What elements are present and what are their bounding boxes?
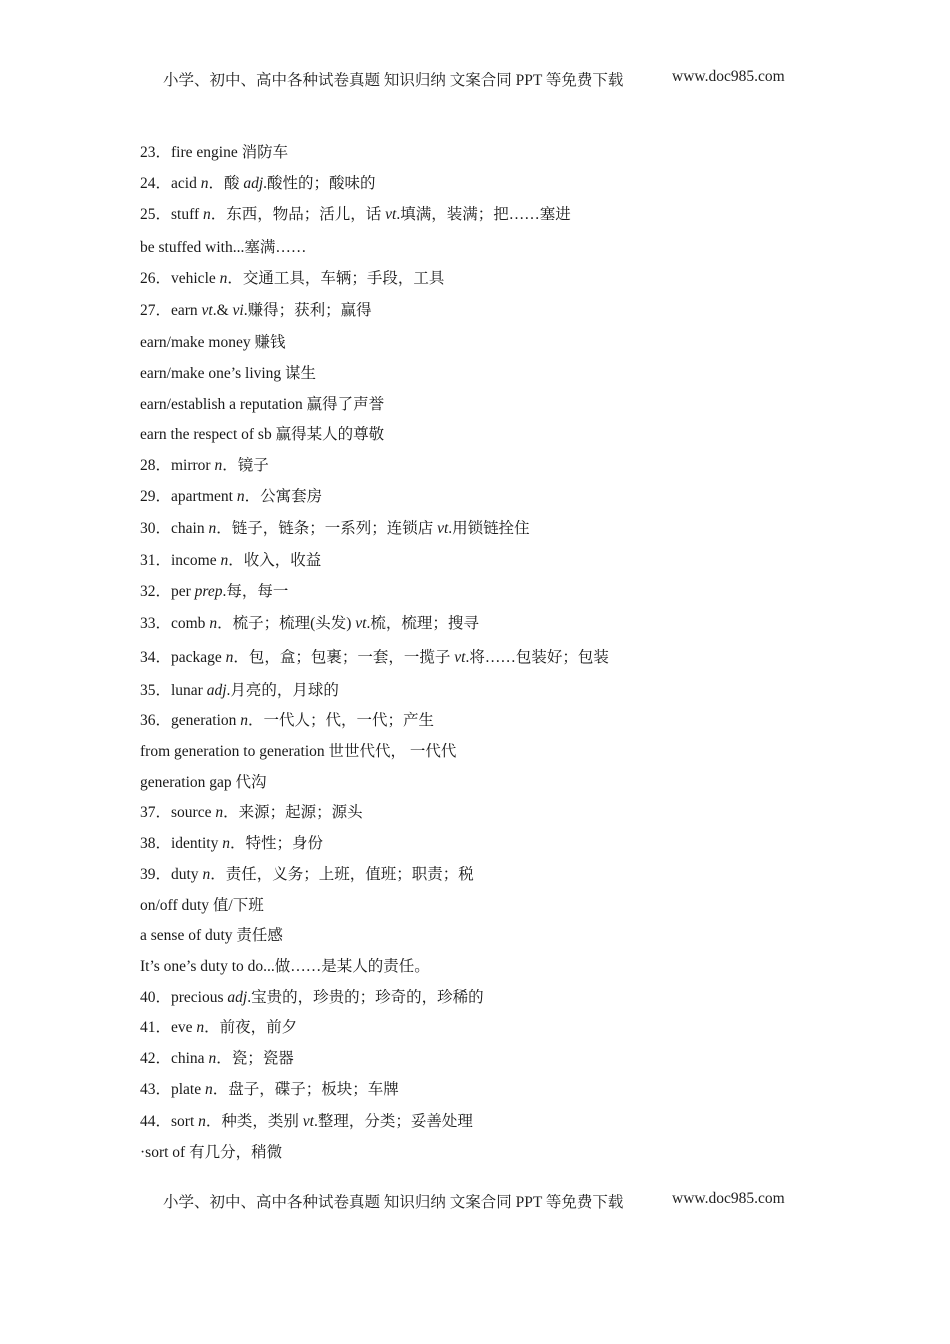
line-text: ．前夜，前夕 xyxy=(204,1019,298,1036)
vocab-line xyxy=(140,238,306,258)
part-of-speech: adj xyxy=(227,989,248,1006)
line-text: 34．package xyxy=(140,649,226,666)
line-text: .酸性的；酸味的 xyxy=(263,175,376,192)
line-text: 33．comb xyxy=(140,615,210,632)
part-of-speech: n xyxy=(200,175,209,192)
vocab-line xyxy=(140,205,571,225)
line-text: ．公寓套房 xyxy=(244,488,323,505)
part-of-speech: vt xyxy=(302,1113,314,1130)
line-text: ．包，盒；包裹；一套，一揽子 xyxy=(233,649,455,666)
part-of-speech: n xyxy=(236,488,245,505)
vocab-line xyxy=(140,957,430,977)
line-text: earn/establish a reputation 赢得了声誉 xyxy=(140,396,385,413)
line-text: .& xyxy=(212,302,233,319)
vocab-line xyxy=(140,865,474,885)
line-text: ．盘子，碟子；板块；车牌 xyxy=(212,1081,399,1098)
line-text: from generation to generation 世世代代， 一代代 xyxy=(140,743,457,760)
part-of-speech: n xyxy=(225,649,234,666)
line-text: 23．fire engine 消防车 xyxy=(140,144,289,161)
vocab-line xyxy=(140,364,316,384)
line-text: earn the respect of sb 赢得某人的尊敬 xyxy=(140,426,385,443)
line-text: 40．precious xyxy=(140,989,228,1006)
line-text: 39．duty xyxy=(140,866,203,883)
vocab-line xyxy=(140,742,456,762)
line-text: ．种类，类别 xyxy=(205,1113,303,1130)
line-text: ·sort of 有几分，稍微 xyxy=(140,1144,283,1161)
part-of-speech: adj xyxy=(206,682,227,699)
vocab-line xyxy=(140,456,269,476)
page-footer xyxy=(163,1190,803,1212)
part-of-speech: n xyxy=(208,520,217,537)
line-text: .将……包装好；包装 xyxy=(465,649,609,666)
line-text: 32．per xyxy=(140,583,195,600)
line-text: .用锁链拴住 xyxy=(448,520,530,537)
part-of-speech: n xyxy=(219,270,228,287)
line-text: 29．apartment xyxy=(140,488,237,505)
footer-site-link[interactable]: www.doc985.com xyxy=(672,1190,785,1207)
line-text: 28．mirror xyxy=(140,457,215,474)
line-text: earn/make money 赚钱 xyxy=(140,334,286,351)
line-text: .月亮的，月球的 xyxy=(226,682,339,699)
line-text: 25．stuff xyxy=(140,206,204,223)
page-header xyxy=(163,68,803,90)
line-text: ．链子，链条；一系列；连锁店 xyxy=(216,520,438,537)
line-text: .每，每一 xyxy=(222,583,289,600)
line-text: ．梳子；梳理(头发) xyxy=(217,615,356,632)
vocab-line xyxy=(140,487,322,507)
vocab-line xyxy=(140,803,363,823)
vocab-line xyxy=(140,773,267,793)
line-text: .梳，梳理；搜寻 xyxy=(366,615,479,632)
line-text: 42．china xyxy=(140,1050,209,1067)
line-text: ．来源；起源；源头 xyxy=(223,804,363,821)
vocab-line xyxy=(140,301,372,321)
line-text: a sense of duty 责任感 xyxy=(140,927,283,944)
line-text: .整理，分类；妥善处理 xyxy=(313,1113,473,1130)
line-text: ．镜子 xyxy=(222,457,269,474)
vocab-line xyxy=(140,143,288,163)
vocab-line xyxy=(140,425,384,445)
line-text: ．收入，收益 xyxy=(228,552,322,569)
part-of-speech: vi xyxy=(232,302,244,319)
line-text: 37．source xyxy=(140,804,216,821)
vocab-line xyxy=(140,648,609,668)
part-of-speech: adj xyxy=(243,175,264,192)
line-text: be stuffed with...塞满…… xyxy=(140,239,307,256)
line-text: 44．sort xyxy=(140,1113,199,1130)
footer-text: 小学、初中、高中各种试卷真题 知识归纳 文案合同 PPT 等免费下载 xyxy=(163,1194,624,1211)
line-text: 31．income xyxy=(140,552,221,569)
vocab-line xyxy=(140,269,444,289)
part-of-speech: n xyxy=(205,1081,213,1098)
vocab-line xyxy=(140,333,285,353)
header-text: 小学、初中、高中各种试卷真题 知识归纳 文案合同 PPT 等免费下载 xyxy=(163,72,624,89)
line-text: ．酸 xyxy=(208,175,244,192)
line-text: 24．acid xyxy=(140,175,201,192)
line-text: .宝贵的，珍贵的；珍奇的，珍稀的 xyxy=(247,989,484,1006)
line-text: ．责任，义务；上班，值班；职责；税 xyxy=(210,866,474,883)
part-of-speech: n xyxy=(202,866,211,883)
part-of-speech: n xyxy=(209,615,218,632)
vocab-line xyxy=(140,1143,282,1163)
part-of-speech: vt xyxy=(385,206,397,223)
line-text: ．瓷；瓷器 xyxy=(216,1050,294,1067)
vocab-line xyxy=(140,519,530,539)
part-of-speech: n xyxy=(203,206,211,223)
part-of-speech: n xyxy=(196,1019,205,1036)
vocab-line xyxy=(140,551,321,571)
line-text: 30．chain xyxy=(140,520,209,537)
part-of-speech: n xyxy=(214,457,223,474)
line-text: 36．generation xyxy=(140,712,241,729)
line-text: 43．plate xyxy=(140,1081,205,1098)
part-of-speech: n xyxy=(222,835,230,852)
vocab-line xyxy=(140,681,339,701)
part-of-speech: n xyxy=(208,1050,217,1067)
vocab-line xyxy=(140,395,384,415)
vocab-line xyxy=(140,174,376,194)
vocab-line xyxy=(140,896,264,916)
line-text: generation gap 代沟 xyxy=(140,774,267,791)
vocab-line xyxy=(140,614,479,634)
vocab-line xyxy=(140,1018,297,1038)
part-of-speech: vt xyxy=(355,615,367,632)
line-text: It’s one’s duty to do...做……是某人的责任。 xyxy=(140,958,430,975)
vocab-line xyxy=(140,1112,473,1132)
vocab-line xyxy=(140,988,484,1008)
line-text: on/off duty 值/下班 xyxy=(140,897,264,914)
vocab-line xyxy=(140,1080,399,1100)
part-of-speech: n xyxy=(198,1113,206,1130)
line-text: .填满，装满；把……塞进 xyxy=(396,206,571,223)
part-of-speech: prep xyxy=(194,583,223,600)
part-of-speech: n xyxy=(220,552,229,569)
part-of-speech: n xyxy=(240,712,249,729)
line-text: ．一代人；代，一代；产生 xyxy=(248,712,435,729)
vocab-line xyxy=(140,926,283,946)
line-text: 26．vehicle xyxy=(140,270,220,287)
line-text: 38．identity xyxy=(140,835,223,852)
part-of-speech: n xyxy=(215,804,224,821)
vocab-line xyxy=(140,582,288,602)
line-text: .赚得；获利；赢得 xyxy=(243,302,372,319)
part-of-speech: vt xyxy=(454,649,466,666)
part-of-speech: vt xyxy=(201,302,213,319)
line-text: 35．lunar xyxy=(140,682,207,699)
line-text: 41．eve xyxy=(140,1019,197,1036)
vocab-line xyxy=(140,711,434,731)
line-text: ．交通工具，车辆；手段，工具 xyxy=(227,270,445,287)
header-site-link[interactable]: www.doc985.com xyxy=(672,68,785,85)
vocab-line xyxy=(140,1049,294,1069)
line-text: earn/make one’s living 谋生 xyxy=(140,365,317,382)
line-text: 27．earn xyxy=(140,302,202,319)
line-text: ．东西，物品；活儿，话 xyxy=(210,206,386,223)
vocab-line xyxy=(140,834,323,854)
line-text: ．特性；身份 xyxy=(229,835,323,852)
part-of-speech: vt xyxy=(437,520,449,537)
